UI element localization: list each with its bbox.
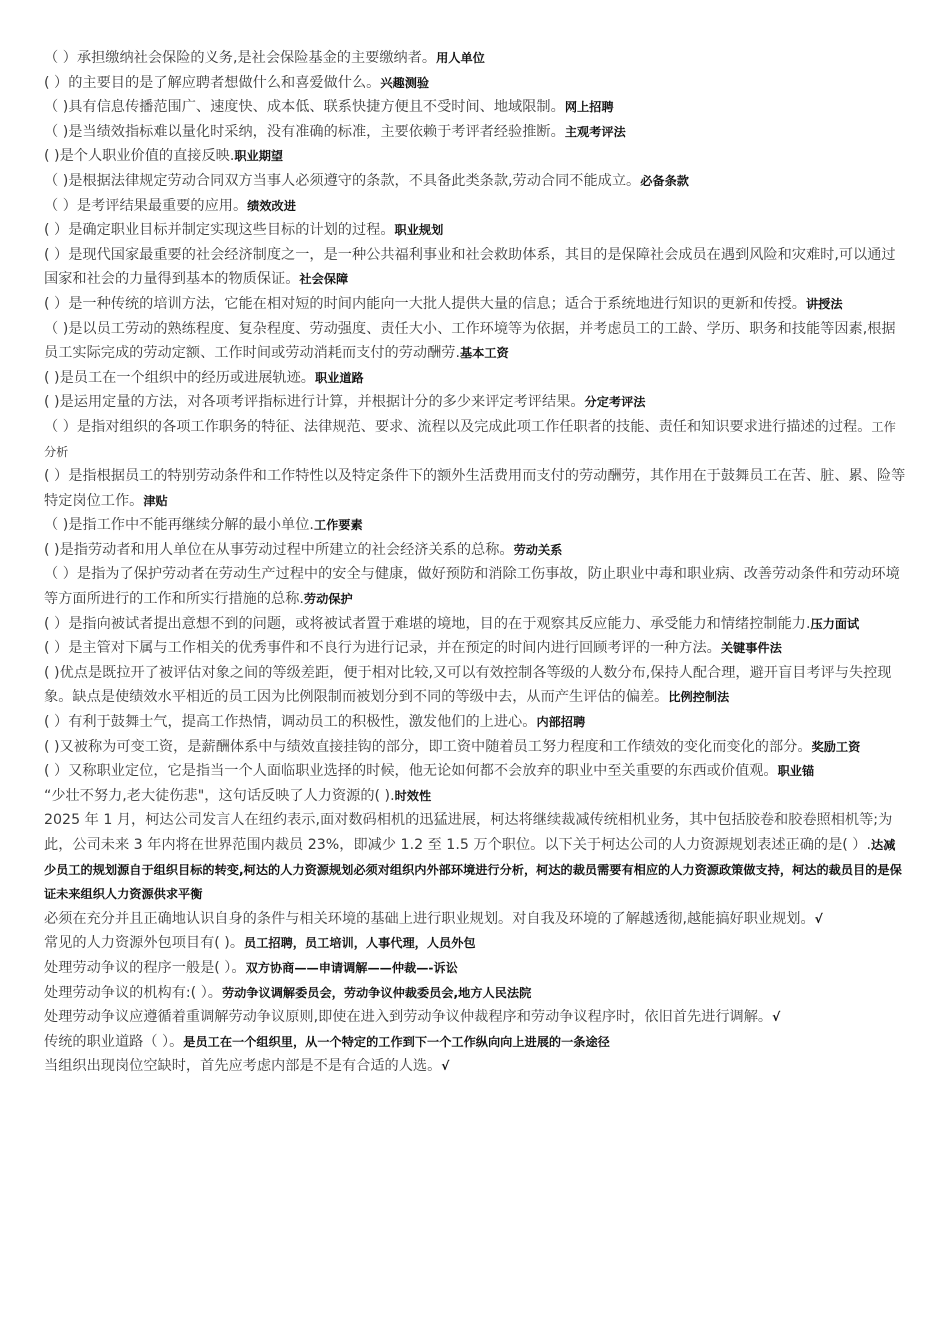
- answer-text: 职业期望: [234, 149, 284, 164]
- answer-text: 奖励工资: [811, 739, 861, 754]
- answer-text: 压力面试: [810, 616, 860, 631]
- qa-entry: [44, 1030, 906, 1055]
- qa-entry: [44, 218, 906, 243]
- answer-text: 兴趣测验: [380, 75, 430, 90]
- answer-text: 是员工在一个组织里，从一个特定的工作到下一个工作纵向向上进展的一条途径: [183, 1034, 610, 1049]
- answer-text: 比例控制法: [668, 690, 730, 705]
- question-text: （ ）是指为了保护劳动者在劳动生产过程中的安全与健康，做好预防和消除工伤事故，防止职业中毒和职业病、改善劳动条件和劳动环境等方面所进行的工作和所实行措施的总称.: [44, 566, 900, 608]
- qa-entry: [44, 169, 906, 194]
- question-text: ( )是指劳动者和用人单位在从事劳动过程中所建立的社会经济关系的总称。: [44, 541, 514, 558]
- question-text: 处理劳动争议应遵循着重调解劳动争议原则,即使在进入到劳动争议仲裁程序和劳动争议程序时，依旧首先进行调解。: [44, 1009, 773, 1026]
- qa-entry: [44, 661, 906, 710]
- question-text: ( )是运用定量的方法，对各项考评指标进行计算，并根据计分的多少来评定考评结果。: [44, 394, 585, 411]
- question-text: （ )是以员工劳动的熟练程度、复杂程度、劳动强度、责任大小、工作环境等为依据，并考虑员工的工龄、学历、职务和技能等因素,根据员工实际完成的劳动定额、工作时间或劳动消耗而支付的劳动酬劳.: [44, 320, 896, 362]
- qa-entry: [44, 317, 906, 366]
- qa-entry: [44, 390, 906, 415]
- question-text: ( )又被称为可变工资，是薪酬体系中与绩效直接挂钩的部分，即工资中随着员工努力程度和工作绩效的变化而变化的部分。: [44, 738, 812, 755]
- question-text: （ ）是指对组织的各项工作职务的特征、法律规范、要求、流程以及完成此项工作任职者的技能、责任和知识要求进行描述的过程。: [44, 418, 872, 435]
- question-text: ( ）是确定职业目标并制定实现这些目标的计划的过程。: [44, 222, 395, 239]
- answer-text: 主观考评法: [564, 124, 626, 139]
- answer-text: 双方协商——申请调解——仲裁—-诉讼: [245, 960, 458, 975]
- answer-text: 用人单位: [436, 51, 485, 65]
- qa-entry: [44, 538, 906, 563]
- question-text: 处理劳动争议的程序一般是( ）。: [44, 959, 246, 976]
- question-text: （ )具有信息传播范围广、速度快、成本低、联系快捷方便且不受时间、地域限制。: [44, 99, 565, 116]
- qa-entry: [44, 562, 906, 611]
- question-text: ( ）的主要目的是了解应聘者想做什么和喜爱做什么。: [44, 74, 381, 91]
- answer-text: 津贴: [143, 493, 168, 508]
- qa-entry: [44, 636, 906, 661]
- question-text: ( ）是主管对下属与工作相关的优秀事件和不良行为进行记录，并在预定的时间内进行回顾考评的一种方法。: [44, 640, 721, 657]
- qa-entry: [44, 194, 906, 219]
- qa-entry: [44, 710, 906, 735]
- question-text: ( ）是现代国家最重要的社会经济制度之一，是一种公共福利事业和社会救助体系，其目的是保障社会成员在遇到风险和灾难时,可以通过国家和社会的力量得到基本的物质保证。: [44, 246, 896, 288]
- question-text: ( ）是指根据员工的特别劳动条件和工作特性以及特定条件下的额外生活费用而支付的劳动酬劳，其作用在于鼓舞员工在苦、脏、累、险等特定岗位工作。: [44, 468, 906, 509]
- question-text: （ )是当绩效指标难以量化时采纳，没有准确的标准，主要依赖于考评者经验推断。: [44, 123, 565, 140]
- qa-entry: [44, 71, 906, 96]
- qa-entry: [44, 366, 906, 391]
- question-text: ( )是个人职业价值的直接反映.: [44, 148, 235, 165]
- qa-entry: [44, 1054, 906, 1079]
- qa-entry: [44, 759, 906, 784]
- qa-entry: [44, 907, 906, 932]
- question-text: 常见的人力资源外包项目有( )。: [44, 935, 245, 952]
- answer-text: 网上招聘: [564, 100, 614, 115]
- qa-entry: [44, 735, 906, 760]
- qa-entry: [44, 292, 906, 317]
- answer-text: 员工招聘，员工培训，人事代理，人员外包: [244, 936, 476, 951]
- question-text: （ )是根据法律规定劳动合同双方当事人必须遵守的条款，不具备此类条款,劳动合同不能成立。: [44, 172, 641, 189]
- question-text: （ ）承担缴纳社会保险的义务,是社会保险基金的主要缴纳者。: [44, 50, 437, 66]
- question-text: ( ）是指向被试者提出意想不到的问题，或将被试者置于难堪的境地，目的在于观察其反应能力、承受能力和情绪控制能力.: [44, 615, 811, 632]
- answer-text: 达减少员工的规划源自于组织目标的转变,柯达的人力资源规划必须对组织内外部环境进行分析，柯达的裁员需要有相应的人力资源政策做支持，柯达的裁员目的是保证未来组织人力资源供求平衡: [44, 838, 902, 902]
- qa-entry: [44, 243, 906, 292]
- answer-text: 工作要素: [313, 518, 363, 533]
- question-text: “少壮不努力,老大徒伤悲"，这句话反映了人力资源的( ).: [44, 787, 395, 804]
- qa-entry: [44, 784, 906, 809]
- answer-text: √: [441, 1059, 450, 1074]
- qa-entry: [44, 120, 906, 145]
- answer-text: 职业道路: [314, 370, 364, 385]
- question-text: ( )优点是既拉开了被评估对象之间的等级差距，便于相对比较,又可以有效控制各等级的人数分布,保持人配合理，避开盲目考评与失控现象。缺点是使绩效水平相近的员工因为比例限制而被划分到不同的等级中去，从而产生评估的偏差。: [44, 664, 892, 706]
- question-text: ( ）又称职业定位，它是指当一个人面临职业选择的时候，他无论如何都不会放弃的职业中至关重要的东西或价值观。: [44, 763, 778, 780]
- answer-text: 工作分析: [44, 419, 896, 459]
- answer-text: 必备条款: [640, 173, 689, 188]
- question-text: 传统的职业道路（ ）。: [44, 1033, 184, 1050]
- qa-entry: [44, 808, 906, 906]
- answer-text: 分定考评法: [584, 395, 646, 410]
- question-text: 2025 年 1 月，柯达公司发言人在纽约表示,面对数码相机的迅猛进展，柯达将继续裁减传统相机业务，其中包括胶卷和胶卷照相机等;为此，公司未来 3 年内将在世界范围内裁员 23%，即减少 1.2 至 1.5 万个职位。以下关于柯达公司的人力资源规划表述正确的是( ）.: [44, 812, 893, 853]
- qa-entry: [44, 464, 906, 513]
- answer-text: 劳动争议调解委员会，劳动争议仲裁委员会,地方人民法院: [221, 985, 532, 1000]
- question-text: 必须在充分并且正确地认识自身的条件与相关环境的基础上进行职业规划。对自我及环境的了解越透彻,越能搞好职业规划。: [44, 910, 815, 927]
- answer-text: √: [772, 1010, 781, 1025]
- answer-text: 劳动保护: [303, 592, 353, 607]
- answer-text: 职业锚: [777, 764, 815, 779]
- qa-list: [44, 46, 906, 1079]
- answer-text: 社会保障: [299, 272, 349, 287]
- answer-text: 职业规划: [394, 223, 444, 238]
- qa-entry: [44, 415, 906, 464]
- qa-entry: [44, 612, 906, 637]
- qa-entry: [44, 1005, 906, 1030]
- qa-entry: [44, 513, 906, 538]
- question-text: （ )是指工作中不能再继续分解的最小单位.: [44, 517, 314, 534]
- question-text: ( ）有利于鼓舞士气，提高工作热情，调动员工的积极性，激发他们的上进心。: [44, 714, 537, 731]
- answer-text: √: [814, 911, 823, 926]
- answer-text: 内部招聘: [536, 715, 586, 730]
- qa-entry: [44, 981, 906, 1006]
- answer-text: 时效性: [394, 788, 432, 803]
- qa-entry: [44, 95, 906, 120]
- qa-entry: [44, 144, 906, 169]
- qa-entry: [44, 46, 906, 71]
- qa-entry: [44, 956, 906, 981]
- answer-text: 基本工资: [459, 346, 509, 361]
- answer-text: 绩效改进: [247, 198, 296, 213]
- answer-text: 关键事件法: [720, 641, 782, 656]
- question-text: ( )是员工在一个组织中的经历或进展轨迹。: [44, 369, 315, 386]
- question-text: （ ）是考评结果最重要的应用。: [44, 197, 248, 214]
- qa-entry: [44, 931, 906, 956]
- question-text: 处理劳动争议的机构有:( ）。: [44, 984, 222, 1001]
- question-text: 当组织出现岗位空缺时，首先应考虑内部是不是有合适的人选。: [44, 1058, 442, 1075]
- question-text: ( ）是一种传统的培训方法，它能在相对短的时间内能向一大批人提供大量的信息；适合于系统地进行知识的更新和传授。: [44, 295, 806, 312]
- answer-text: 劳动关系: [513, 542, 563, 557]
- answer-text: 讲授法: [806, 296, 843, 311]
